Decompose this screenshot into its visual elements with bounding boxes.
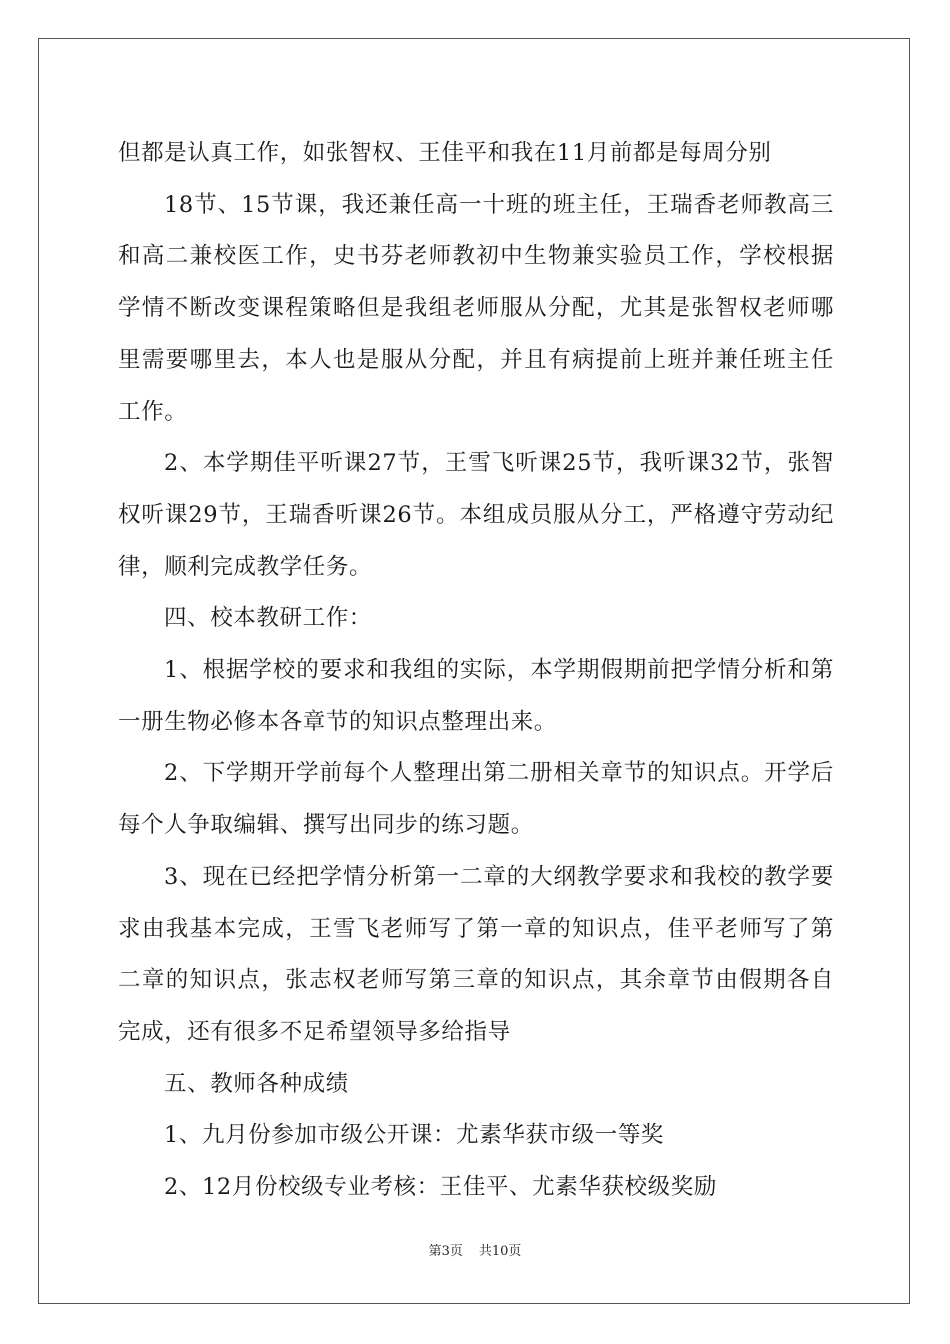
paragraph-3: 2、本学期佳平听课27节，王雪飞听课25节，我听课32节，张智权听课29节，王瑞香听课26节。本组成员服从分工，严格遵守劳动纪律，顺利完成教学任务。 [118, 450, 834, 580]
list-item-1: 1、九月份参加市级公开课：尤素华获市级一等奖 [164, 1122, 665, 1149]
page-footer [0, 1240, 950, 1259]
paragraph-7: 3、现在已经把学情分析第一二章的大纲教学要求和我校的教学要求由我基本完成，王雪飞老师写了第一章的知识点，佳平老师写了第二章的知识点，张志权老师写第三章的知识点，其余章节由假期各自完成，还有很多不足希望领导多给指导 [118, 863, 834, 1045]
paragraph-1: 但都是认真工作，如张智权、王佳平和我在11月前都是每周分别 [118, 140, 772, 166]
document-body [118, 128, 834, 1214]
page-number: 第3页 [428, 1244, 463, 1259]
section-heading-4: 四、校本教研工作： [164, 605, 372, 632]
paragraph-5: 1、根据学校的要求和我组的实际，本学期假期前把学情分析和第一册生物必修本各章节的知识点整理出来。 [118, 657, 834, 735]
section-heading-5: 五、教师各种成绩 [164, 1070, 349, 1097]
list-item-2: 2、12月份校级专业考核：王佳平、尤素华获校级奖励 [164, 1174, 717, 1201]
paragraph-2: 18节、15节课，我还兼任高一十班的班主任，王瑞香老师教高三和高二兼校医工作，史书芬老师教初中生物兼实验员工作，学校根据学情不断改变课程策略但是我组老师服从分配，尤其是张智权老师哪里需要哪里去，本人也是服从分配，并且有病提前上班并兼任班主任工作。 [118, 191, 834, 425]
page-total: 共10页 [478, 1244, 522, 1259]
paragraph-6: 2、下学期开学前每个人整理出第二册相关章节的知识点。开学后每个人争取编辑、撰写出同步的练习题。 [118, 760, 834, 839]
